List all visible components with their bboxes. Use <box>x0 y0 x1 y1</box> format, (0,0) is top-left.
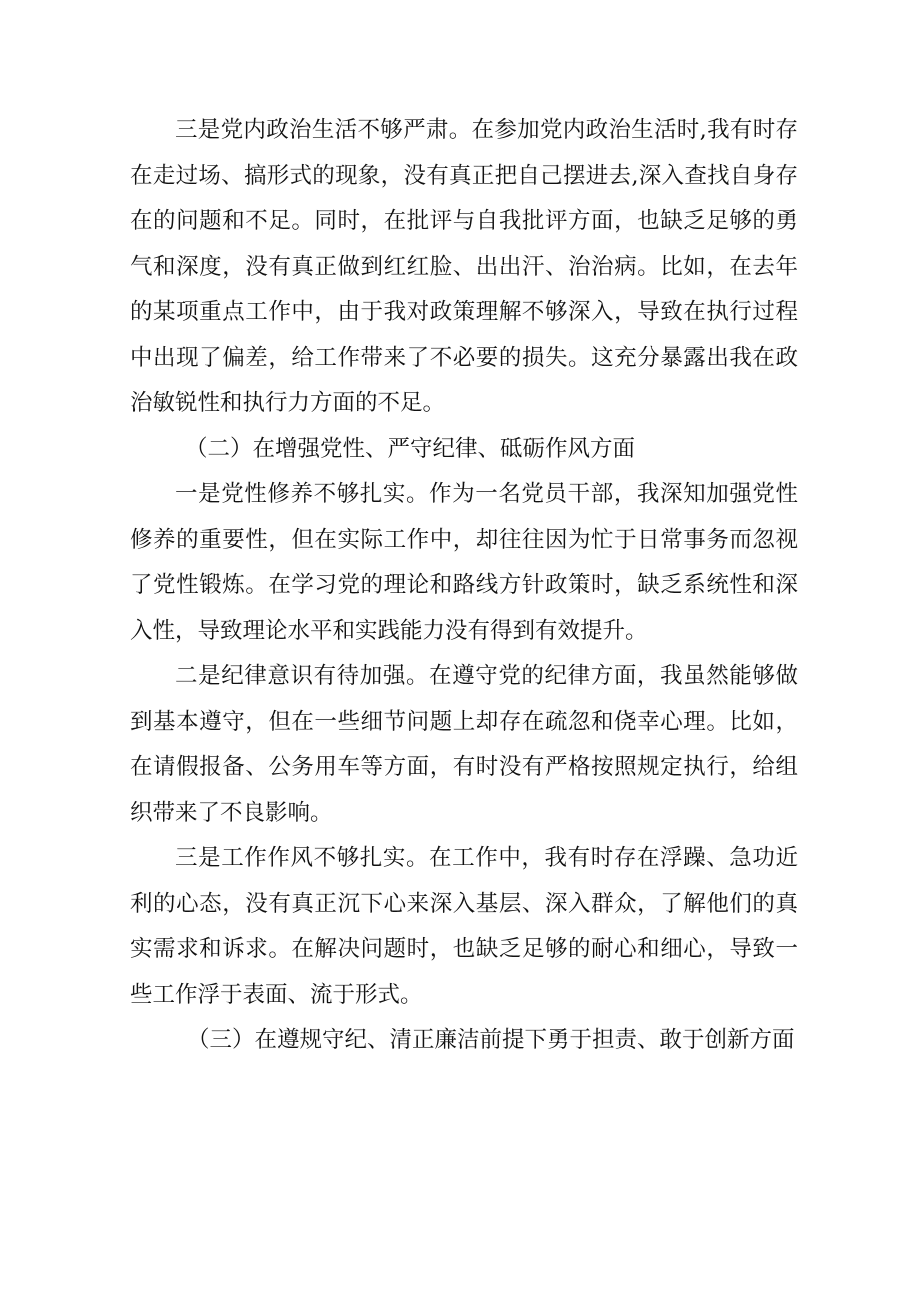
paragraph-party-spirit: 一是党性修养不够扎实。作为一名党员干部，我深知加强党性修养的重要性，但在实际工作中，却往往因为忙于日常事务而忽视了党性锻炼。在学习党的理论和路线方针政策时，缺乏系统性和深入性，导致理论水平和实践能力没有得到有效提升。 <box>130 481 798 644</box>
section-heading-2: （二）在增强党性、严守纪律、砥砺作风方面 <box>185 435 636 462</box>
paragraph-work-style: 三是工作作风不够扎实。在工作中，我有时存在浮躁、急功近利的心态，没有真正沉下心来深入基层、深入群众，了解他们的真实需求和诉求。在解决问题时，也缺乏足够的耐心和细心，导致一些工作浮于表面、流于形式。 <box>130 845 798 1008</box>
section-heading-3: （三）在遵规守纪、清正廉洁前提下勇于担责、敢于创新方面 <box>187 1027 795 1053</box>
paragraph-discipline: 二是纪律意识有待加强。在遵守党的纪律方面，我虽然能够做到基本遵守，但在一些细节问题上却存在疏忽和侥幸心理。比如，在请假报备、公务用车等方面，有时没有严格按照规定执行，给组织带来了不良影响。 <box>130 663 798 826</box>
paragraph-political-life: 三是党内政治生活不够严肃。在参加党内政治生活时,我有时存在走过场、搞形式的现象，没有真正把自己摆进去,深入查找自身存在的问题和不足。同时，在批评与自我批评方面，也缺乏足够的勇气和深度，没有真正做到红红脸、出出汗、治治病。比如，在去年的某项重点工作中，由于我对政策理解不够深入，导致在执行过程中出现了偏差，给工作带来了不必要的损失。这充分暴露出我在政治敏锐性和执行力方面的不足。 <box>130 117 798 416</box>
